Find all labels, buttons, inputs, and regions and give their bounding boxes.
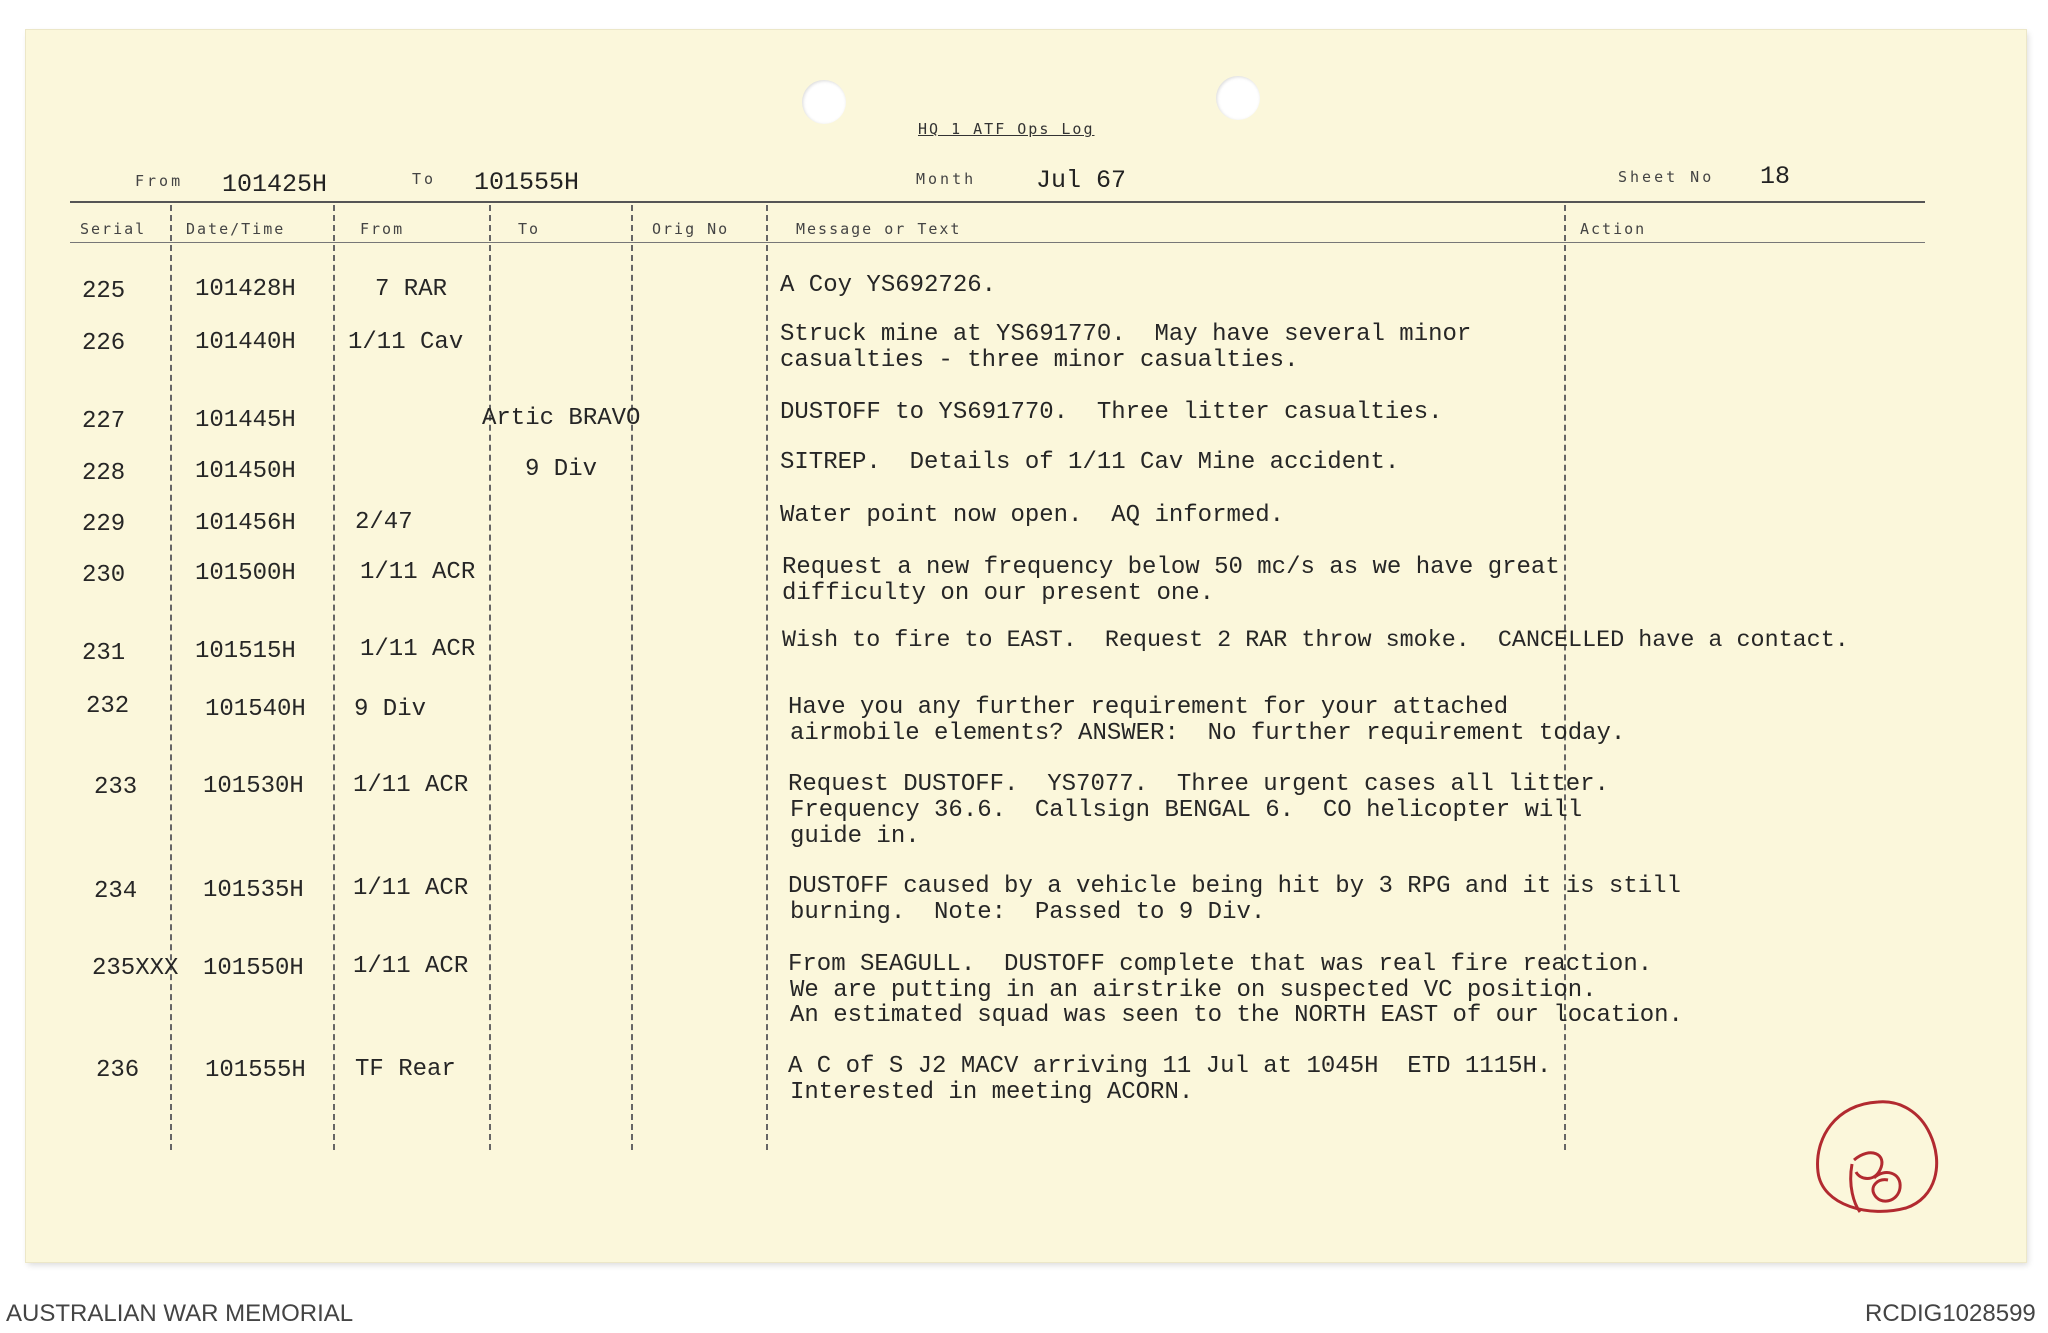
serial-cell: 225 [82, 278, 126, 305]
from-cell: 1/11 ACR [353, 953, 469, 980]
column-header-serial: Serial [80, 220, 147, 238]
message-line: Wish to fire to EAST. Request 2 RAR throw smoke. CANCELLED have a contact. [782, 628, 1849, 654]
red-ink-initials-stamp [1808, 1094, 1948, 1224]
serial-cell: 226 [82, 330, 126, 357]
message-line: Struck mine at YS691770. May have several minor [780, 321, 1472, 348]
message-line: difficulty on our present one. [782, 580, 1215, 607]
message-line: Request a new frequency below 50 mc/s as we have great [782, 554, 1560, 581]
punch-hole-right [1216, 76, 1260, 120]
message-line: Request DUSTOFF. YS7077. Three urgent cases all litter. [788, 771, 1609, 798]
datetime-cell: 101535H [203, 877, 304, 904]
from-value: 101425H [222, 170, 328, 199]
datetime-cell: 101450H [195, 458, 296, 485]
datetime-cell: 101530H [203, 773, 304, 800]
to-cell: Artic BRAVO [482, 405, 641, 432]
datetime-cell: 101500H [195, 560, 296, 587]
message-line: DUSTOFF to YS691770. Three litter casualties. [780, 399, 1443, 426]
serial-cell: 227 [82, 408, 126, 435]
serial-cell: 230 [82, 562, 126, 589]
message-line: casualties - three minor casualties. [780, 347, 1299, 374]
message-line: SITREP. Details of 1/11 Cav Mine accident. [780, 449, 1400, 476]
sheet-value: 18 [1760, 162, 1791, 191]
from-cell: TF Rear [355, 1056, 456, 1083]
message-line: Interested in meeting ACORN. [790, 1079, 1194, 1106]
message-line: A C of S J2 MACV arriving 11 Jul at 1045H ETD 1115H. [788, 1053, 1552, 1080]
message-line: From SEAGULL. DUSTOFF complete that was real fire reaction. [788, 951, 1653, 978]
message-line: Frequency 36.6. Callsign BENGAL 6. CO helicopter will [790, 797, 1583, 824]
column-divider [631, 205, 633, 1150]
message-line: A Coy YS692726. [780, 272, 997, 299]
serial-cell: 235XXX [92, 955, 179, 982]
datetime-cell: 101440H [195, 329, 296, 356]
message-line: guide in. [790, 823, 920, 850]
column-divider [333, 205, 335, 1150]
header-rule-top [70, 201, 1925, 203]
serial-cell: 229 [82, 511, 126, 538]
datetime-cell: 101428H [195, 276, 296, 303]
datetime-cell: 101555H [205, 1057, 306, 1084]
sheet-label: Sheet No [1618, 168, 1715, 186]
column-header-from: From [360, 220, 405, 238]
footer-source: AUSTRALIAN WAR MEMORIAL [6, 1300, 354, 1327]
month-label: Month [916, 170, 977, 188]
log-title: HQ 1 ATF Ops Log [918, 120, 1095, 138]
from-cell: 7 RAR [375, 276, 448, 303]
message-line: airmobile elements? ANSWER: No further requirement today. [790, 720, 1626, 747]
message-line: An estimated squad was seen to the NORTH EAST of our location. [790, 1002, 1683, 1029]
serial-cell: 234 [94, 878, 138, 905]
from-label: From [135, 172, 184, 190]
from-cell: 2/47 [355, 509, 413, 536]
serial-cell: 231 [82, 640, 126, 667]
message-line: We are putting in an airstrike on suspected VC position. [790, 977, 1597, 1004]
datetime-cell: 101456H [195, 510, 296, 537]
column-header-action: Action [1580, 220, 1647, 238]
datetime-cell: 101540H [205, 696, 306, 723]
month-value: Jul 67 [1036, 166, 1127, 195]
message-line: DUSTOFF caused by a vehicle being hit by 3 RPG and it is still [788, 873, 1681, 900]
serial-cell: 232 [86, 693, 130, 720]
serial-cell: 228 [82, 460, 126, 487]
column-header-datetime: Date/Time [186, 220, 286, 238]
datetime-cell: 101550H [203, 955, 304, 982]
from-cell: 1/11 ACR [353, 772, 469, 799]
to-label: To [412, 170, 437, 188]
serial-cell: 236 [96, 1057, 140, 1084]
header-rule-bottom [70, 242, 1925, 243]
from-cell: 1/11 ACR [360, 636, 476, 663]
datetime-cell: 101515H [195, 638, 296, 665]
column-divider [489, 205, 491, 1150]
datetime-cell: 101445H [195, 407, 296, 434]
message-line: burning. Note: Passed to 9 Div. [790, 899, 1266, 926]
from-cell: 1/11 ACR [353, 875, 469, 902]
from-cell: 1/11 Cav [348, 329, 464, 356]
column-header-to: To [518, 220, 541, 238]
to-cell: 9 Div [525, 456, 598, 483]
punch-hole-left [802, 80, 846, 124]
serial-cell: 233 [94, 774, 138, 801]
from-cell: 1/11 ACR [360, 559, 476, 586]
message-line: Have you any further requirement for your attached [788, 694, 1509, 721]
footer-id: RCDIG1028599 [1865, 1300, 2036, 1327]
to-value: 101555H [474, 168, 580, 197]
message-line: Water point now open. AQ informed. [780, 502, 1285, 529]
column-divider [766, 205, 768, 1150]
column-header-message: Message or Text [796, 220, 962, 238]
column-divider [170, 205, 172, 1150]
column-header-orig-no: Orig No [652, 220, 730, 238]
from-cell: 9 Div [354, 696, 427, 723]
